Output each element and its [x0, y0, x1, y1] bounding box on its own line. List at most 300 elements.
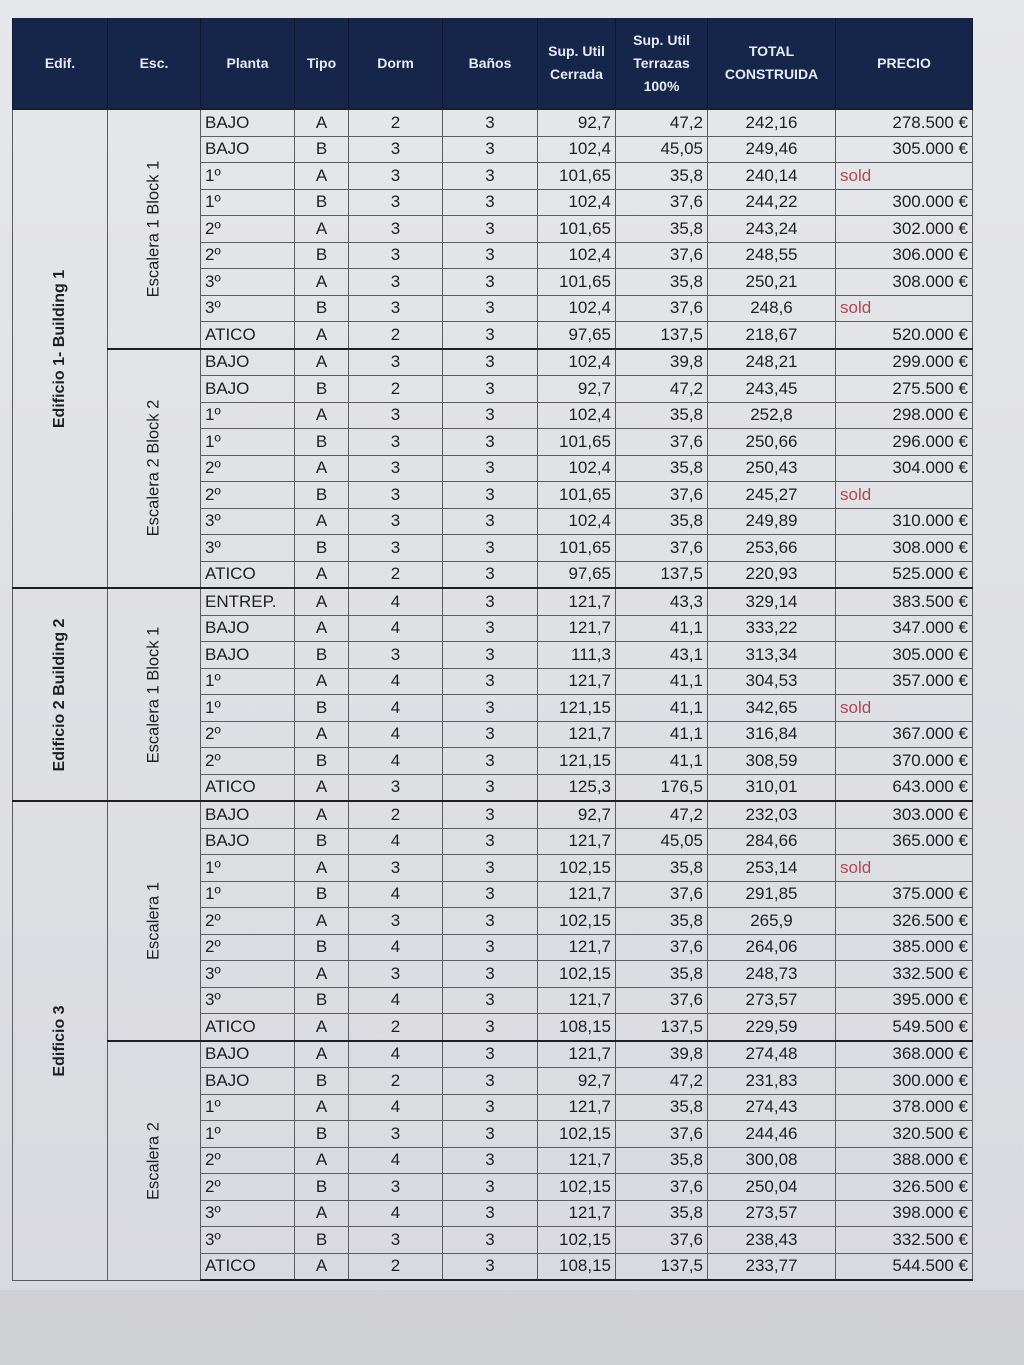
table-row [13, 801, 973, 828]
column-header-banos [443, 18, 538, 109]
column-header-sup_terrazas [616, 18, 708, 109]
sold-status: sold [836, 695, 973, 722]
terrace-area-cell: 41,1 [616, 721, 708, 748]
total-built-cell: 242,16 [708, 109, 836, 136]
building-label: Edificio 3 [51, 1005, 68, 1077]
closed-area-cell: 101,65 [538, 216, 616, 243]
closed-area-cell: 121,15 [538, 748, 616, 775]
total-built-cell: 232,03 [708, 801, 836, 828]
closed-area-cell: 102,4 [538, 136, 616, 163]
terrace-area-cell: 35,8 [616, 1094, 708, 1121]
bathrooms-cell: 3 [443, 349, 538, 376]
type-cell: A [295, 216, 349, 243]
terrace-area-cell: 37,6 [616, 535, 708, 562]
table-row [13, 1041, 973, 1068]
floor-cell: BAJO [201, 136, 295, 163]
terrace-area-cell: 35,8 [616, 455, 708, 482]
bedrooms-cell: 3 [349, 163, 443, 190]
total-built-cell: 249,46 [708, 136, 836, 163]
closed-area-cell: 101,65 [538, 163, 616, 190]
floor-cell: 1º [201, 668, 295, 695]
floor-cell: 1º [201, 402, 295, 429]
bathrooms-cell: 3 [443, 216, 538, 243]
type-cell: B [295, 189, 349, 216]
terrace-area-cell: 37,6 [616, 1227, 708, 1254]
total-built-cell: 243,24 [708, 216, 836, 243]
column-header-line: Esc. [139, 54, 169, 71]
floor-cell: 2º [201, 748, 295, 775]
total-built-cell: 274,43 [708, 1094, 836, 1121]
floor-cell: ATICO [201, 1014, 295, 1041]
bedrooms-cell: 4 [349, 748, 443, 775]
column-header-line: CONSTRUIDA [724, 66, 819, 82]
total-built-cell: 248,55 [708, 242, 836, 269]
price-cell: 296.000 € [836, 429, 973, 456]
closed-area-cell: 121,7 [538, 934, 616, 961]
staircase-label-cell [108, 1041, 201, 1281]
terrace-area-cell: 39,8 [616, 349, 708, 376]
floor-cell: BAJO [201, 1068, 295, 1095]
closed-area-cell: 121,7 [538, 1094, 616, 1121]
total-built-cell: 342,65 [708, 695, 836, 722]
building-label-cell [13, 109, 108, 588]
column-header-planta [201, 18, 295, 109]
closed-area-cell: 102,4 [538, 402, 616, 429]
bedrooms-cell: 4 [349, 1147, 443, 1174]
table-row [13, 349, 973, 376]
total-built-cell: 264,06 [708, 934, 836, 961]
floor-cell: 3º [201, 1200, 295, 1227]
type-cell: B [295, 987, 349, 1014]
floor-cell: ATICO [201, 322, 295, 349]
closed-area-cell: 102,4 [538, 295, 616, 322]
terrace-area-cell: 35,8 [616, 402, 708, 429]
terrace-area-cell: 43,3 [616, 588, 708, 615]
bedrooms-cell: 4 [349, 828, 443, 855]
price-cell: 298.000 € [836, 402, 973, 429]
bathrooms-cell: 3 [443, 482, 538, 509]
total-built-cell: 229,59 [708, 1014, 836, 1041]
bedrooms-cell: 3 [349, 855, 443, 882]
column-header-sup_cerrada [538, 18, 616, 109]
terrace-area-cell: 41,1 [616, 695, 708, 722]
bathrooms-cell: 3 [443, 136, 538, 163]
column-header-tipo [295, 18, 349, 109]
price-cell: 299.000 € [836, 349, 973, 376]
staircase-label-cell [108, 801, 201, 1041]
type-cell: B [295, 881, 349, 908]
bathrooms-cell: 3 [443, 801, 538, 828]
staircase-label: Escalera 1 [144, 881, 163, 960]
price-cell: 320.500 € [836, 1121, 973, 1148]
bathrooms-cell: 3 [443, 269, 538, 296]
closed-area-cell: 102,15 [538, 1121, 616, 1148]
price-cell: 305.000 € [836, 642, 973, 669]
bathrooms-cell: 3 [443, 987, 538, 1014]
total-built-cell: 233,77 [708, 1253, 836, 1280]
staircase-label-cell [108, 109, 201, 349]
bedrooms-cell: 4 [349, 987, 443, 1014]
closed-area-cell: 102,4 [538, 242, 616, 269]
bathrooms-cell: 3 [443, 855, 538, 882]
column-header-line: Edif. [44, 54, 76, 71]
terrace-area-cell: 137,5 [616, 1014, 708, 1041]
total-built-cell: 310,01 [708, 774, 836, 801]
floor-cell: 1º [201, 1094, 295, 1121]
floor-cell: 2º [201, 908, 295, 935]
total-built-cell: 304,53 [708, 668, 836, 695]
bathrooms-cell: 3 [443, 774, 538, 801]
staircase-label: Escalera 2 [144, 1121, 163, 1200]
closed-area-cell: 92,7 [538, 109, 616, 136]
bedrooms-cell: 3 [349, 136, 443, 163]
price-cell: 370.000 € [836, 748, 973, 775]
column-header-line: Baños [468, 54, 512, 71]
floor-cell: 1º [201, 429, 295, 456]
bedrooms-cell: 2 [349, 801, 443, 828]
closed-area-cell: 121,7 [538, 615, 616, 642]
type-cell: B [295, 642, 349, 669]
closed-area-cell: 92,7 [538, 1068, 616, 1095]
type-cell: A [295, 402, 349, 429]
floor-cell: 2º [201, 482, 295, 509]
price-cell: 365.000 € [836, 828, 973, 855]
price-cell: 303.000 € [836, 801, 973, 828]
terrace-area-cell: 45,05 [616, 136, 708, 163]
terrace-area-cell: 35,8 [616, 908, 708, 935]
type-cell: A [295, 455, 349, 482]
bathrooms-cell: 3 [443, 748, 538, 775]
bedrooms-cell: 4 [349, 695, 443, 722]
total-built-cell: 253,14 [708, 855, 836, 882]
closed-area-cell: 102,15 [538, 908, 616, 935]
type-cell: B [295, 482, 349, 509]
header-row [13, 18, 973, 109]
bedrooms-cell: 4 [349, 1200, 443, 1227]
bedrooms-cell: 3 [349, 216, 443, 243]
bathrooms-cell: 3 [443, 615, 538, 642]
total-built-cell: 250,43 [708, 455, 836, 482]
type-cell: B [295, 1068, 349, 1095]
bedrooms-cell: 3 [349, 269, 443, 296]
total-built-cell: 220,93 [708, 561, 836, 588]
type-cell: B [295, 535, 349, 562]
closed-area-cell: 125,3 [538, 774, 616, 801]
staircase-label-cell [108, 588, 201, 801]
total-built-cell: 243,45 [708, 376, 836, 403]
type-cell: A [295, 1200, 349, 1227]
closed-area-cell: 108,15 [538, 1253, 616, 1280]
closed-area-cell: 121,15 [538, 695, 616, 722]
closed-area-cell: 121,7 [538, 987, 616, 1014]
bedrooms-cell: 4 [349, 668, 443, 695]
closed-area-cell: 101,65 [538, 535, 616, 562]
price-cell: 306.000 € [836, 242, 973, 269]
terrace-area-cell: 176,5 [616, 774, 708, 801]
terrace-area-cell: 35,8 [616, 961, 708, 988]
sold-status: sold [836, 855, 973, 882]
price-cell: 347.000 € [836, 615, 973, 642]
total-built-cell: 274,48 [708, 1041, 836, 1068]
terrace-area-cell: 35,8 [616, 163, 708, 190]
terrace-area-cell: 47,2 [616, 376, 708, 403]
terrace-area-cell: 37,6 [616, 934, 708, 961]
floor-cell: 2º [201, 1147, 295, 1174]
price-cell: 525.000 € [836, 561, 973, 588]
bathrooms-cell: 3 [443, 1014, 538, 1041]
floor-cell: BAJO [201, 801, 295, 828]
type-cell: A [295, 1014, 349, 1041]
type-cell: A [295, 561, 349, 588]
total-built-cell: 313,34 [708, 642, 836, 669]
terrace-area-cell: 41,1 [616, 615, 708, 642]
closed-area-cell: 101,65 [538, 482, 616, 509]
bathrooms-cell: 3 [443, 189, 538, 216]
terrace-area-cell: 37,6 [616, 242, 708, 269]
building-label: Edificio 2 Building 2 [51, 618, 68, 771]
type-cell: B [295, 295, 349, 322]
price-cell: 326.500 € [836, 1174, 973, 1201]
total-built-cell: 273,57 [708, 987, 836, 1014]
floor-cell: 2º [201, 934, 295, 961]
floor-cell: ENTREP. [201, 588, 295, 615]
closed-area-cell: 97,65 [538, 322, 616, 349]
price-cell: 375.000 € [836, 881, 973, 908]
column-header-line: Dorm [377, 54, 414, 71]
bedrooms-cell: 4 [349, 721, 443, 748]
closed-area-cell: 101,65 [538, 269, 616, 296]
bathrooms-cell: 3 [443, 163, 538, 190]
closed-area-cell: 108,15 [538, 1014, 616, 1041]
closed-area-cell: 101,65 [538, 429, 616, 456]
floor-cell: 1º [201, 881, 295, 908]
column-header-line: Sup. Util [633, 31, 690, 48]
terrace-area-cell: 35,8 [616, 1200, 708, 1227]
type-cell: A [295, 163, 349, 190]
bedrooms-cell: 3 [349, 642, 443, 669]
type-cell: B [295, 695, 349, 722]
type-cell: A [295, 668, 349, 695]
type-cell: A [295, 1041, 349, 1068]
bedrooms-cell: 3 [349, 482, 443, 509]
price-cell: 378.000 € [836, 1094, 973, 1121]
price-cell: 275.500 € [836, 376, 973, 403]
terrace-area-cell: 37,6 [616, 1121, 708, 1148]
column-header-line: 100% [643, 77, 680, 94]
type-cell: A [295, 588, 349, 615]
column-header-line: Sup. Util [548, 43, 605, 59]
bedrooms-cell: 3 [349, 429, 443, 456]
floor-cell: ATICO [201, 561, 295, 588]
sold-status: sold [836, 295, 973, 322]
closed-area-cell: 121,7 [538, 881, 616, 908]
terrace-area-cell: 35,8 [616, 855, 708, 882]
bathrooms-cell: 3 [443, 376, 538, 403]
total-built-cell: 265,9 [708, 908, 836, 935]
bedrooms-cell: 3 [349, 402, 443, 429]
terrace-area-cell: 41,1 [616, 748, 708, 775]
column-header-line: Tipo [306, 54, 337, 71]
bedrooms-cell: 3 [349, 961, 443, 988]
terrace-area-cell: 35,8 [616, 269, 708, 296]
closed-area-cell: 102,15 [538, 855, 616, 882]
price-cell: 388.000 € [836, 1147, 973, 1174]
bedrooms-cell: 3 [349, 295, 443, 322]
bedrooms-cell: 2 [349, 1253, 443, 1280]
closed-area-cell: 121,7 [538, 588, 616, 615]
type-cell: B [295, 242, 349, 269]
price-cell: 643.000 € [836, 774, 973, 801]
terrace-area-cell: 35,8 [616, 216, 708, 243]
total-built-cell: 250,04 [708, 1174, 836, 1201]
total-built-cell: 248,6 [708, 295, 836, 322]
total-built-cell: 231,83 [708, 1068, 836, 1095]
bathrooms-cell: 3 [443, 109, 538, 136]
price-cell: 305.000 € [836, 136, 973, 163]
bathrooms-cell: 3 [443, 508, 538, 535]
apartment-price-table [12, 18, 973, 1281]
type-cell: B [295, 1121, 349, 1148]
floor-cell: 1º [201, 189, 295, 216]
bathrooms-cell: 3 [443, 881, 538, 908]
column-header-edif [13, 18, 108, 109]
total-built-cell: 291,85 [708, 881, 836, 908]
table-header [13, 18, 973, 109]
floor-cell: BAJO [201, 376, 295, 403]
type-cell: A [295, 349, 349, 376]
closed-area-cell: 92,7 [538, 801, 616, 828]
closed-area-cell: 102,4 [538, 189, 616, 216]
bathrooms-cell: 3 [443, 242, 538, 269]
type-cell: A [295, 774, 349, 801]
bathrooms-cell: 3 [443, 934, 538, 961]
bathrooms-cell: 3 [443, 961, 538, 988]
bedrooms-cell: 4 [349, 1041, 443, 1068]
total-built-cell: 238,43 [708, 1227, 836, 1254]
bedrooms-cell: 2 [349, 1014, 443, 1041]
column-header-precio [836, 18, 973, 109]
column-header-line: PRECIO [877, 54, 931, 71]
type-cell: B [295, 429, 349, 456]
table-row [13, 109, 973, 136]
closed-area-cell: 97,65 [538, 561, 616, 588]
price-cell: 357.000 € [836, 668, 973, 695]
closed-area-cell: 102,15 [538, 1227, 616, 1254]
floor-cell: ATICO [201, 774, 295, 801]
price-cell: 398.000 € [836, 1200, 973, 1227]
bathrooms-cell: 3 [443, 1068, 538, 1095]
bathrooms-cell: 3 [443, 828, 538, 855]
floor-cell: 3º [201, 961, 295, 988]
terrace-area-cell: 37,6 [616, 429, 708, 456]
total-built-cell: 329,14 [708, 588, 836, 615]
floor-cell: 2º [201, 1174, 295, 1201]
building-label-cell [13, 588, 108, 801]
bedrooms-cell: 4 [349, 1094, 443, 1121]
closed-area-cell: 121,7 [538, 721, 616, 748]
total-built-cell: 248,21 [708, 349, 836, 376]
terrace-area-cell: 37,6 [616, 1174, 708, 1201]
bathrooms-cell: 3 [443, 429, 538, 456]
price-cell: 367.000 € [836, 721, 973, 748]
bathrooms-cell: 3 [443, 322, 538, 349]
bathrooms-cell: 3 [443, 1174, 538, 1201]
floor-cell: 3º [201, 508, 295, 535]
floor-cell: 3º [201, 535, 295, 562]
floor-cell: BAJO [201, 615, 295, 642]
closed-area-cell: 121,7 [538, 1147, 616, 1174]
column-header-line: Cerrada [550, 66, 603, 82]
floor-cell: BAJO [201, 642, 295, 669]
terrace-area-cell: 137,5 [616, 322, 708, 349]
floor-cell: 2º [201, 242, 295, 269]
bedrooms-cell: 3 [349, 1227, 443, 1254]
type-cell: A [295, 721, 349, 748]
total-built-cell: 253,66 [708, 535, 836, 562]
price-cell: 385.000 € [836, 934, 973, 961]
floor-cell: 2º [201, 721, 295, 748]
type-cell: A [295, 269, 349, 296]
closed-area-cell: 121,7 [538, 1200, 616, 1227]
bedrooms-cell: 3 [349, 535, 443, 562]
total-built-cell: 249,89 [708, 508, 836, 535]
price-cell: 278.500 € [836, 109, 973, 136]
type-cell: B [295, 934, 349, 961]
bedrooms-cell: 3 [349, 242, 443, 269]
closed-area-cell: 102,4 [538, 349, 616, 376]
total-built-cell: 284,66 [708, 828, 836, 855]
bedrooms-cell: 4 [349, 615, 443, 642]
bathrooms-cell: 3 [443, 1200, 538, 1227]
floor-cell: BAJO [201, 1041, 295, 1068]
column-header-line: Terrazas [633, 54, 690, 71]
floor-cell: 1º [201, 695, 295, 722]
price-cell: 544.500 € [836, 1253, 973, 1280]
type-cell: A [295, 615, 349, 642]
total-built-cell: 245,27 [708, 482, 836, 509]
type-cell: A [295, 1147, 349, 1174]
closed-area-cell: 102,15 [538, 961, 616, 988]
floor-cell: 3º [201, 269, 295, 296]
column-header-esc [108, 18, 201, 109]
type-cell: A [295, 109, 349, 136]
bathrooms-cell: 3 [443, 1253, 538, 1280]
price-cell: 332.500 € [836, 1227, 973, 1254]
table-row [13, 588, 973, 615]
type-cell: A [295, 961, 349, 988]
table-body [13, 109, 973, 1280]
bathrooms-cell: 3 [443, 1147, 538, 1174]
floor-cell: 1º [201, 1121, 295, 1148]
bedrooms-cell: 2 [349, 561, 443, 588]
column-header-dorm [349, 18, 443, 109]
terrace-area-cell: 37,6 [616, 881, 708, 908]
price-cell: 302.000 € [836, 216, 973, 243]
total-built-cell: 273,57 [708, 1200, 836, 1227]
price-cell: 308.000 € [836, 269, 973, 296]
terrace-area-cell: 39,8 [616, 1041, 708, 1068]
floor-cell: 3º [201, 987, 295, 1014]
price-cell: 300.000 € [836, 189, 973, 216]
type-cell: A [295, 1094, 349, 1121]
bathrooms-cell: 3 [443, 721, 538, 748]
terrace-area-cell: 137,5 [616, 561, 708, 588]
price-cell: 300.000 € [836, 1068, 973, 1095]
type-cell: A [295, 508, 349, 535]
price-cell: 332.500 € [836, 961, 973, 988]
price-cell: 310.000 € [836, 508, 973, 535]
terrace-area-cell: 35,8 [616, 508, 708, 535]
